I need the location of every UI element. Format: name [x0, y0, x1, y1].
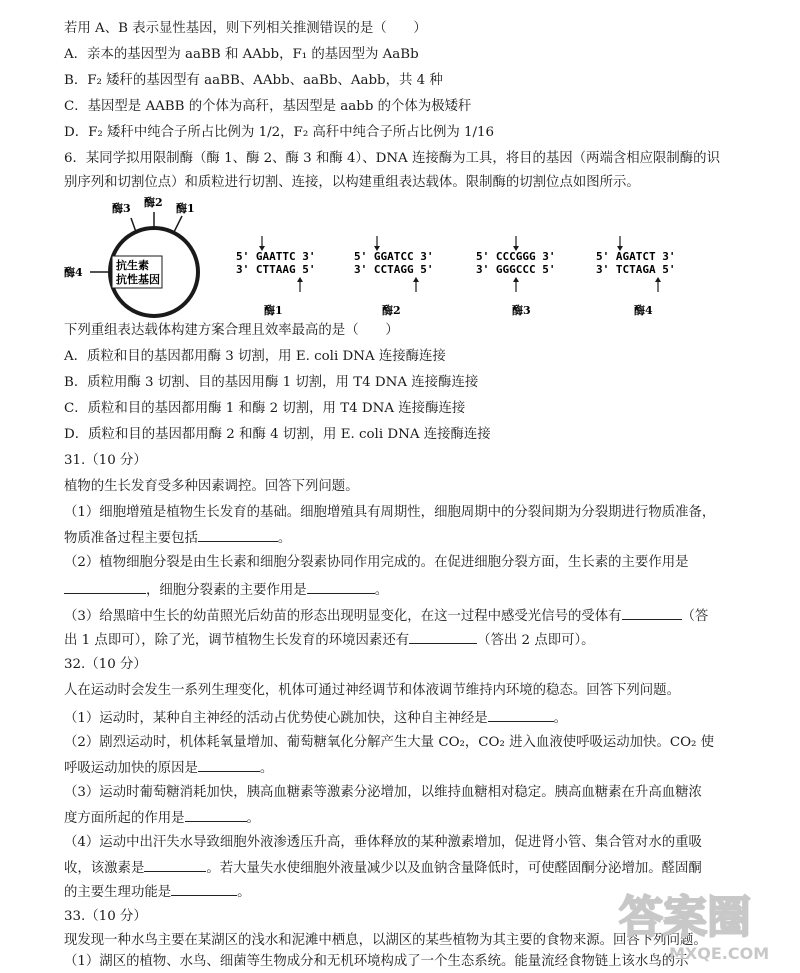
plasmid-label-enz4: 酶4 [64, 266, 83, 279]
answer-blank[interactable] [488, 708, 554, 722]
q32-part2-line2 [64, 758, 764, 778]
question-5-stem: 若用 A、B 表示显性基因，则下列相关推测错误的是（ ） [64, 21, 427, 36]
q31-part2-text: ，细胞分裂素的主要作用是 [146, 583, 307, 598]
q32-part2-text: 呼吸运动加快的原因是 [64, 761, 198, 776]
punct: 。 [553, 711, 568, 726]
answer-blank[interactable] [622, 606, 682, 620]
punct: 。 [374, 583, 389, 598]
q6-option-c: C．质粒和目的基因都用酶 1 和酶 2 切割，用 T4 DNA 连接酶连接 [64, 401, 466, 416]
q32-part4-line1: （4）运动中出汗失水导致细胞外液渗透压升高，垂体释放的某种激素增加，促进肾小管、集合管对水的重吸 [64, 835, 702, 850]
question-6-stem-line1: 6．某同学拟用限制酶（酶 1、酶 2、酶 3 和酶 4）、DNA 连接酶为工具，将目的基因（两端含相应限制酶的识 [64, 151, 720, 166]
q31-part2-line1: （2）植物细胞分裂是由生长素和细胞分裂素协同作用完成的。在促进细胞分裂方面，生长素的主要作用是 [64, 555, 689, 570]
q31-part3-tail2: （答出 2 点即可）。 [477, 633, 595, 648]
enzyme-3-site [476, 236, 555, 317]
watermark-logo [609, 877, 784, 967]
option-d: D．F₂ 矮秆中纯合子所占比例为 1/2，F₂ 高秆中纯合子所占比例为 1/16 [64, 125, 495, 140]
q32-part1-text: （1）运动时，某种自主神经的活动占优势使心跳加快，这种自主神经是 [64, 711, 488, 726]
q33-intro: 现发现一种水鸟主要在某湖区的浅水和泥滩中栖息，以湖区的某些植物为其主要的食物来源。回答下列问题。 [64, 933, 707, 948]
option-b: B．F₂ 矮秆的基因型有 aaBB、AAbb、aaBb、Aabb，共 4 种 [64, 73, 443, 88]
enzyme-3-name: 酶3 [512, 304, 531, 317]
enzyme-4-bottom: 3' TCTAGA 5' [596, 263, 676, 276]
q32-part3-text: 度方面所起的作用是 [64, 811, 185, 826]
enzyme-4-site [596, 236, 675, 317]
q31-part3-text2: 出 1 点即可），除了光，调节植物生长发育的环境因素还有 [64, 633, 410, 648]
question-33-header: 33.（10 分） [64, 909, 147, 924]
answer-blank[interactable] [185, 808, 247, 822]
enzyme-1-site [236, 236, 315, 317]
q32-part4-text: 收，该激素是 [64, 861, 145, 876]
answer-blank[interactable] [409, 630, 477, 644]
q32-part1 [64, 708, 764, 728]
enzyme-3-top: 5' CCCGGG 3' [476, 250, 556, 263]
q33-part1: （1）湖区的植物、水鸟、细菌等生物成分和无机环境构成了一个生态系统。能量流经食物链上该水鸟的示 [64, 954, 689, 969]
enzyme-2-name: 酶2 [382, 304, 401, 317]
option-c: C．基因型是 AABB 的个体为高秆，基因型是 aabb 的个体为极矮秆 [64, 99, 472, 114]
question-6-prompt: 下列重组表达载体构建方案合理且效率最高的是（ ） [64, 323, 399, 338]
q31-part2-line2 [64, 580, 764, 600]
punct: 。 [259, 761, 274, 776]
q31-part3-tail: （答 [681, 609, 709, 624]
q32-part3-line2 [64, 808, 764, 828]
q32-part3-line1: （3）运动时葡萄糖消耗加快，胰高血糖素等激素分泌增加，以维持血糖相对稳定。胰高血糖素在升高血糖浓 [64, 785, 702, 800]
q6-option-d: D．质粒和目的基因都用酶 2 和酶 4 切割，用 E. coli DNA 连接酶连接 [64, 427, 491, 442]
q32-part4-line2 [64, 858, 764, 878]
question-31-header: 31.（10 分） [64, 453, 147, 468]
q32-part4-text3: 的主要生理功能是 [64, 885, 172, 900]
answer-blank[interactable] [144, 858, 206, 872]
q31-part3-line2 [64, 630, 764, 650]
q6-option-b: B．质粒用酶 3 切割、目的基因用酶 1 切割，用 T4 DNA 连接酶连接 [64, 375, 479, 390]
enzyme-1-top: 5' GAATTC 3' [236, 250, 316, 263]
q31-part1-line2 [64, 528, 764, 548]
restriction-enzyme-diagram [64, 190, 744, 325]
q31-part3-line1 [64, 606, 764, 626]
q31-part1-text: 物质准备过程主要包括 [64, 531, 198, 546]
enzyme-3-bottom: 3' GGGCCC 5' [476, 263, 556, 276]
enzyme-1-bottom: 3' CTTAAG 5' [236, 263, 316, 276]
enzyme-4-name: 酶4 [634, 304, 653, 317]
question-6-stem-line2: 别序列和切割位点）和质粒进行切割、连接，以构建重组表达载体。限制酶的切割位点如图所示。 [64, 175, 640, 190]
plasmid-label-enz2: 酶2 [144, 196, 163, 209]
answer-blank[interactable] [64, 580, 146, 594]
q31-intro: 植物的生长发育受多种因素调控。回答下列问题。 [64, 479, 359, 494]
answer-blank[interactable] [198, 528, 278, 542]
plasmid-inner-1: 抗生素 [116, 259, 149, 272]
q32-intro: 人在运动时会发生一系列生理变化，机体可通过神经调节和体液调节维持内环境的稳态。回答下列问题。 [64, 683, 680, 698]
answer-blank[interactable] [198, 758, 260, 772]
plasmid-inner-2: 抗性基因 [116, 273, 160, 286]
q31-part1-line1: （1）细胞增殖是植物生长发育的基础。细胞增殖具有周期性，细胞周期中的分裂间期为分裂期进行物质准备， [64, 505, 716, 520]
punct: 。 [246, 811, 260, 826]
punct: 。 [237, 885, 251, 900]
answer-blank[interactable] [307, 580, 375, 594]
plasmid-label-enz1: 酶1 [176, 202, 195, 215]
enzyme-1-name: 酶1 [264, 304, 283, 317]
enzyme-4-top: 5' AGATCT 3' [596, 250, 676, 263]
q32-part4-tail: 。若大量失水使细胞外液量减少以及血钠含量降低时，可使醛固酮分泌增加。醛固酮 [206, 861, 702, 876]
question-32-header: 32.（10 分） [64, 657, 147, 672]
q31-part3-text: （3）给黑暗中生长的幼苗照光后幼苗的形态出现明显变化，在这一过程中感受光信号的受体有 [64, 609, 622, 624]
q6-option-a: A．质粒和目的基因都用酶 3 切割，用 E. coli DNA 连接酶连接 [64, 349, 446, 364]
enzyme-2-site [354, 236, 433, 317]
answer-blank[interactable] [171, 882, 237, 896]
q32-part2-line1: （2）剧烈运动时，机体耗氧量增加、葡萄糖氧化分解产生大量 CO₂，CO₂ 进入血液使呼吸运动加快。CO₂ 使 [64, 735, 715, 750]
punct: 。 [277, 531, 292, 546]
watermark-text: 答案圈 [619, 892, 751, 943]
enzyme-2-top: 5' GGATCC 3' [354, 250, 434, 263]
enzyme-2-bottom: 3' CCTAGG 5' [354, 263, 434, 276]
option-a: A．亲本的基因型为 aaBB 和 AAbb，F₁ 的基因型为 AaBb [64, 47, 419, 62]
plasmid-label-enz3: 酶3 [112, 202, 131, 215]
watermark-url: MXQE.COM [669, 944, 770, 963]
